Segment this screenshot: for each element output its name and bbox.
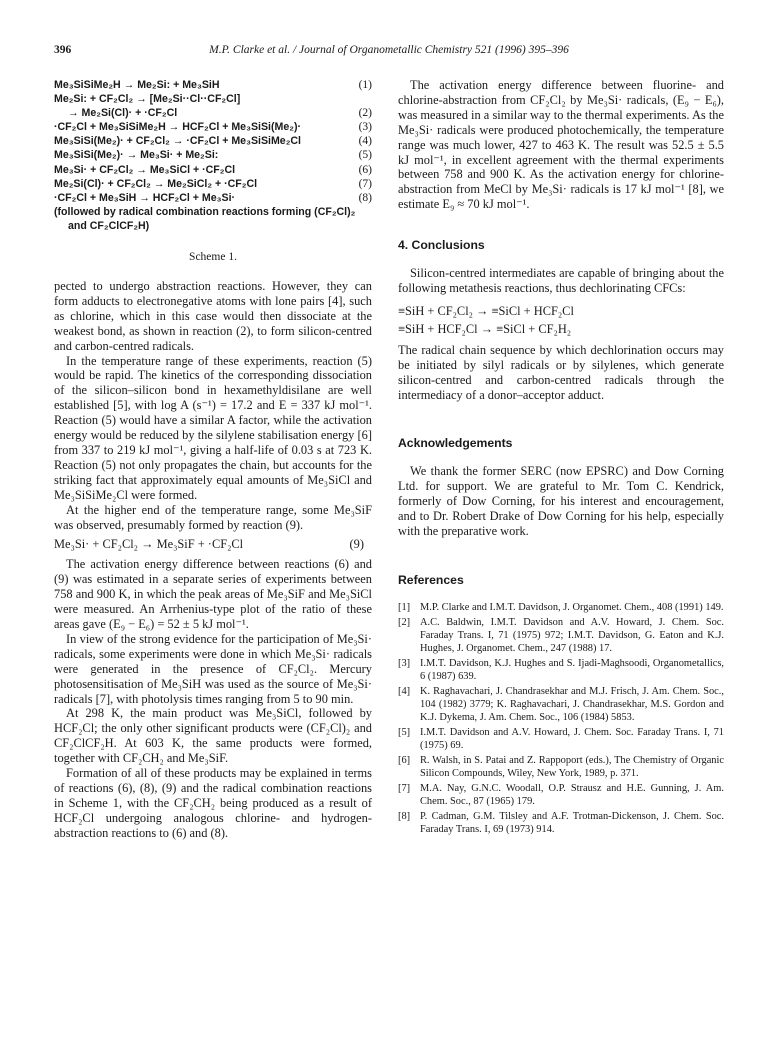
scheme-caption: Scheme 1.	[189, 251, 237, 264]
reference-item	[398, 601, 724, 614]
scheme-reaction	[54, 177, 372, 191]
reference-item	[398, 685, 724, 724]
left-body-text	[54, 279, 372, 841]
reference-text: R. Walsh, in S. Patai and Z. Rappoport (eds.), The Chemistry of Organic Silicon Compounds, Wiley, New York, 1989, p. 371.	[420, 754, 724, 779]
reference-text: I.M.T. Davidson, K.J. Hughes and S. Ijadi-Maghsoodi, Organometallics, 6 (1987) 639.	[420, 657, 724, 682]
conclusions-section	[398, 238, 724, 402]
reaction-text: Me₃SiSi(Me₂)· + CF₂Cl₂ → ·CF₂Cl + Me₃SiSiMe₂Cl	[54, 135, 301, 148]
reaction-text: → Me₂Si(Cl)· + ·CF₂Cl	[68, 107, 178, 120]
reference-text: K. Raghavachari, J. Chandrasekhar and M.J. Frisch, J. Am. Chem. Soc., 104 (1982) 3779; K. Raghavachari, J. Chandrasekhar, M.S. Gordon and K.J. Dykema, J. Am. Chem. Soc., 106 (1984) 5853.	[420, 685, 724, 723]
right-body-text	[398, 78, 724, 212]
reaction-text: Me₂Si(Cl)· + CF₂Cl₂ → Me₂SiCl₂ + ·CF₂Cl	[54, 177, 258, 190]
page-number: 396	[54, 44, 72, 56]
reaction-text: Me₃SiSi(Me₂)· → Me₃Si· + Me₂Si:	[54, 149, 219, 162]
reference-number: [6]	[398, 754, 411, 766]
scheme-reaction	[54, 148, 372, 162]
reaction-number: (4)	[358, 135, 372, 148]
reaction-text: (followed by radical combination reactions forming (CF₂Cl)₂	[54, 205, 356, 218]
scheme-reaction	[54, 191, 372, 205]
reference-item	[398, 754, 724, 780]
equation-b: ≡SiH + HCF₂Cl → ≡SiCl + CF₂H₂	[398, 321, 572, 336]
paragraph: We thank the former SERC (now EPSRC) and Dow Corning Ltd. for support. We are grateful to Mr. Tom C. Kendrick, formerly of Dow Corning, for his interest and encouragement, and to Dr. Robert Drake of Dow Corning for his help, especially with the preparative work.	[398, 464, 724, 539]
scheme-reaction	[54, 219, 372, 233]
running-title: M.P. Clarke et al. / Journal of Organometallic Chemistry 521 (1996) 395–396	[209, 44, 569, 56]
reaction-number: (5)	[358, 149, 372, 162]
right-column	[398, 78, 724, 838]
paragraph: At the higher end of the temperature range, some Me₃SiF was observed, presumably formed by reaction (9).	[54, 502, 372, 532]
reference-text: I.M.T. Davidson and A.V. Howard, J. Chem. Soc. Faraday Trans. I, 71 (1975) 69.	[420, 726, 724, 751]
reaction-text: Me₃Si· + CF₂Cl₂ → Me₃SiCl + ·CF₂Cl	[54, 163, 236, 176]
paragraph: The radical chain sequence by which dechlorination occurs may be initiated by silyl radicals or by silylenes, which generate silicon-centred and carbon-centred radicals through the intermediacy of a donor–acceptor adduct.	[398, 342, 724, 402]
reference-number: [5]	[398, 726, 411, 738]
reference-list	[398, 601, 724, 836]
scheme-reaction	[54, 205, 372, 219]
section-heading: 4. Conclusions	[398, 238, 485, 253]
scheme-reaction	[54, 134, 372, 148]
paragraph: The activation energy difference between reactions (6) and (9) was estimated in a separate series of experiments between 758 and 900 K, in which the peak areas of Me₃SiF and Me₃SiCl were measured. An Arrhenius-type plot of the ratio of these areas gave (E₉ − E₆) = 52 ± 5 kJ mol⁻¹.	[54, 557, 372, 631]
scheme-reaction	[54, 120, 372, 134]
reference-number: [1]	[398, 601, 411, 613]
paragraph: Silicon-centred intermediates are capable of bringing about the following metathesis reactions, thus dechlorinating CFCs:	[398, 266, 724, 296]
scheme-reaction	[54, 106, 372, 120]
reference-text: M.A. Nay, G.N.C. Woodall, O.P. Strausz and H.E. Gunning, J. Am. Chem. Soc., 87 (1965) 179.	[420, 782, 724, 807]
reaction-number: (2)	[358, 107, 372, 120]
reference-number: [7]	[398, 782, 411, 794]
scheme-reaction	[54, 92, 372, 106]
paragraph: In the temperature range of these experiments, reaction (5) would be rapid. The kinetics of the corresponding dissociation of the silicon–silicon bond in hexamethyldisilane are well established [5], with log A (s⁻¹) = 17.2 and E = 337 kJ mol⁻¹. Reaction (5) would have a similar A factor, while the activation energy would be reduced by the silylene stabilisation energy [6] from 337 to 219 kJ mol⁻¹, giving a half-life of 0.03 s at 723 K. Reaction (5) not only propagates the chain, but accounts for the striking fact that approximately equal amounts of Me₃SiCl and Me₃SiSiMe₂Cl were formed.	[54, 353, 372, 502]
reaction-scheme	[54, 78, 372, 233]
equation-a: ≡SiH + CF₂Cl₂ → ≡SiCl + HCF₂Cl	[398, 303, 574, 318]
reference-number: [4]	[398, 685, 411, 697]
scheme-reaction	[54, 163, 372, 177]
reference-text: P. Cadman, G.M. Tilsley and A.F. Trotman-Dickenson, J. Chem. Soc. Faraday Trans. I, 69 (1973) 914.	[420, 810, 724, 835]
reaction-text: ·CF₂Cl + Me₃SiH → HCF₂Cl + Me₃Si·	[54, 191, 236, 204]
reaction-text: and CF₂ClCF₂H)	[68, 219, 150, 232]
reaction-number: (7)	[358, 177, 372, 190]
reference-item	[398, 616, 724, 655]
section-heading: Acknowledgements	[398, 436, 513, 451]
reference-item	[398, 726, 724, 752]
reference-text: M.P. Clarke and I.M.T. Davidson, J. Organomet. Chem., 408 (1991) 149.	[420, 601, 724, 613]
reference-number: [3]	[398, 657, 411, 669]
reaction-number: (3)	[358, 121, 372, 134]
reference-number: [2]	[398, 616, 411, 628]
reaction-text: Me₃SiSiMe₂H → Me₂Si: + Me₃SiH	[54, 79, 220, 91]
reaction-text: ·CF₂Cl + Me₃SiSiMe₂H → HCF₂Cl + Me₃SiSi(Me₂)·	[54, 121, 301, 134]
reaction-number: (6)	[358, 163, 372, 176]
section-heading: References	[398, 572, 464, 587]
reference-number: [8]	[398, 810, 411, 822]
equation-text: Me₃Si· + CF₂Cl₂ → Me₃SiF + ·CF₂Cl	[54, 537, 244, 552]
paragraph: Formation of all of these products may be explained in terms of reactions (6), (8), (9) and the radical combination reactions in Scheme 1, with the CF₂CH₂ being produced as a result of HCF₂Cl undergoing analogous chlorine- and hydrogen-abstraction reactions to (6) and (8).	[54, 766, 372, 840]
reaction-text: Me₂Si: + CF₂Cl₂ → [Me₂Si··Cl··CF₂Cl]	[54, 93, 241, 106]
paragraph: In view of the strong evidence for the participation of Me₃Si· radicals, some experiments were done in which Me₃Si· radicals were generated in the presence of CF₂Cl₂. Mercury photosensitisation of Me₃SiH was used as the source of Me₃Si· radicals [7], with photolysis times ranging from 5 to 90 min.	[54, 631, 372, 706]
equation-number: (9)	[349, 537, 364, 552]
left-column	[54, 78, 372, 841]
acknowledgements-section	[398, 436, 724, 539]
references-section	[398, 573, 724, 836]
equation-9	[54, 537, 372, 552]
reference-text: A.C. Baldwin, I.M.T. Davidson and A.V. Howard, J. Chem. Soc. Faraday Trans. I, 71 (1975) 972; I.M.T. Davidson, G. Eaton and K.J. Hughes, J. Organomet. Chem., 247 (1988) 17.	[420, 616, 724, 654]
reference-item	[398, 782, 724, 808]
reference-item	[398, 810, 724, 836]
reference-item	[398, 657, 724, 683]
paragraph: pected to undergo abstraction reactions. However, they can form adducts to electronegative atoms with lone pairs [4], such as chlorine, which in this case would then dissociate at the weakest bond, as shown in reaction (2), to form silicon-centred and carbon-centred radicals.	[54, 279, 372, 353]
reaction-number: (1)	[358, 79, 372, 91]
paragraph: The activation energy difference between fluorine- and chlorine-abstraction from CF₂Cl₂ by Me₃Si· radicals, (E₉ − E₆), was measured in a similar way to the thermal experiments. As the Me₃Si· radicals were produced photochemically, the temperature range was much lower, 427 to 463 K. The result was 52.5 ± 5.5 kJ mol⁻¹, in excellent agreement with the thermal experiments between 758 and 900 K. As the activation energy for chlorine-abstraction from MeCl by Me₃Si· radicals is 17 kJ mol⁻¹ [8], we estimate E₉ ≈ 70 kJ mol⁻¹.	[398, 78, 724, 212]
reaction-number: (8)	[358, 191, 372, 204]
scheme-reaction	[54, 78, 372, 92]
paragraph: At 298 K, the main product was Me₃SiCl, followed by HCF₂Cl; the only other significant products were (CF₂Cl)₂ and CF₂ClCF₂H. At 603 K, the same products were formed, together with CF₂CH₂ and Me₃SiF.	[54, 706, 372, 766]
page-header	[54, 44, 724, 60]
